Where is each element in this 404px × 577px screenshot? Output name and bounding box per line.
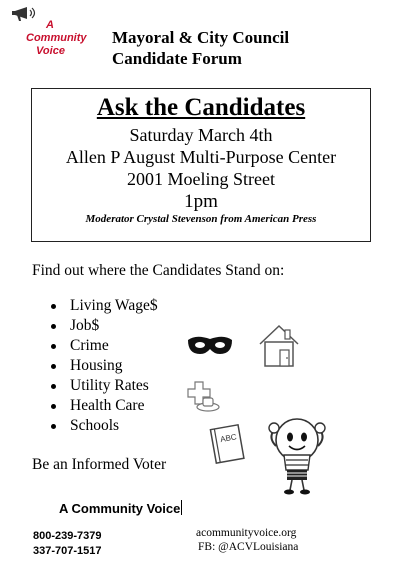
lightbulb-mascot-icon — [262, 410, 332, 500]
issues-list — [47, 296, 158, 436]
event-venue: Allen P August Multi-Purpose Center — [65, 147, 337, 167]
issue-label: Job$ — [70, 317, 100, 334]
svg-text:ABC: ABC — [219, 432, 238, 445]
list-item — [47, 336, 158, 356]
logo-text-line2: Community — [26, 32, 87, 44]
list-item — [47, 416, 158, 436]
text-cursor — [181, 500, 182, 515]
bullet — [51, 404, 56, 409]
book-icon — [206, 420, 248, 466]
issue-label: Living Wage$ — [70, 297, 158, 314]
list-item — [47, 396, 158, 416]
bullet — [51, 364, 56, 369]
intro-text: Find out where the Candidates Stand on: — [32, 262, 285, 279]
house-icon — [256, 322, 302, 368]
bullet — [51, 384, 56, 389]
logo-text-line3: Voice — [36, 45, 65, 57]
list-item — [47, 356, 158, 376]
event-time: 1pm — [184, 191, 218, 212]
bullet — [51, 304, 56, 309]
header-title-line1: Mayoral & City Council — [112, 28, 290, 47]
list-item — [47, 316, 158, 336]
footer-phone-2: 337-707-1517 — [33, 545, 102, 557]
header-title-line2: Candidate Forum — [112, 49, 242, 68]
footer-org-name — [59, 500, 182, 516]
list-item — [47, 296, 158, 316]
list-item — [47, 376, 158, 396]
event-address: 2001 Moeling Street — [127, 169, 275, 189]
mask-icon — [186, 334, 234, 360]
issue-label: Housing — [70, 357, 123, 374]
event-title: Ask the Candidates — [96, 94, 306, 121]
footer-org-name-text: A Community Voice — [59, 501, 181, 516]
bullet — [51, 344, 56, 349]
footer-facebook: FB: @ACVLouisiana — [198, 541, 299, 553]
footer-website: acommunityvoice.org — [196, 527, 297, 539]
issue-label: Schools — [70, 417, 120, 434]
bullet — [51, 324, 56, 329]
issue-label: Health Care — [70, 397, 145, 414]
issue-label: Crime — [70, 337, 109, 354]
event-moderator: Moderator Crystal Stevenson from American Press — [85, 213, 317, 225]
issue-label: Utility Rates — [70, 377, 149, 394]
bullet — [51, 424, 56, 429]
call-to-action: Be an Informed Voter — [32, 456, 167, 473]
megaphone-icon — [12, 5, 40, 23]
org-logo — [8, 5, 98, 61]
first-aid-icon — [186, 378, 222, 414]
event-details-box — [31, 88, 371, 242]
event-date: Saturday March 4th — [129, 125, 273, 145]
footer-phone-1: 800-239-7379 — [33, 530, 102, 542]
logo-text-line1: A — [46, 19, 54, 31]
